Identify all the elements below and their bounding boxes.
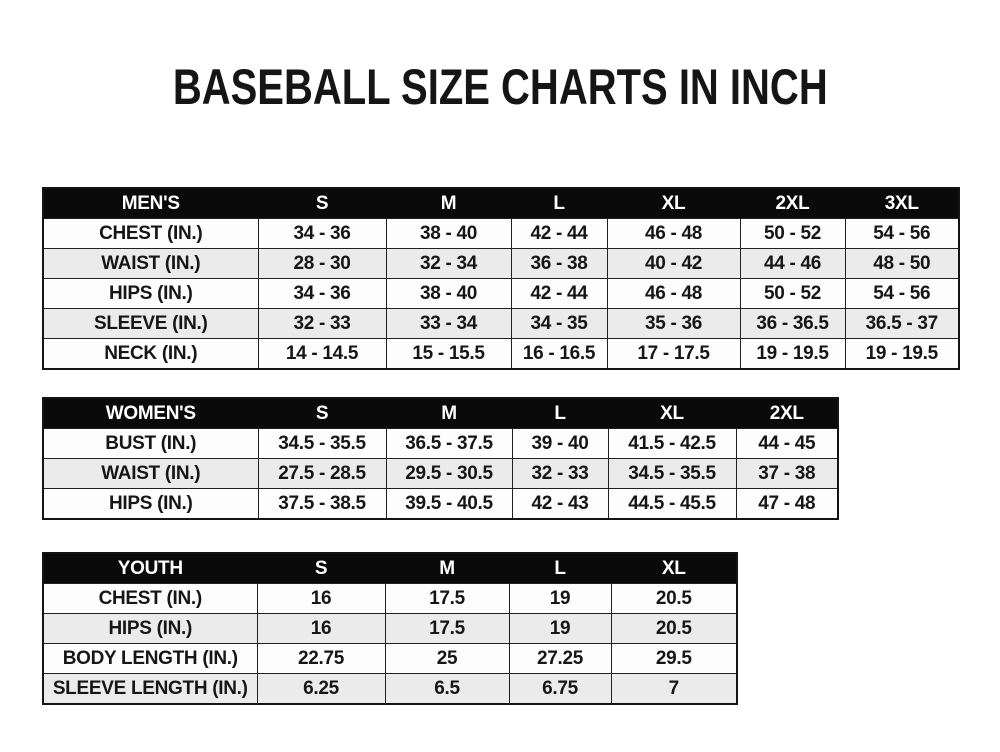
size-cell: 41.5 - 42.5 <box>608 429 736 459</box>
size-cell: 19 - 19.5 <box>740 339 845 370</box>
row-label: CHEST (IN.) <box>43 584 257 614</box>
row-label: HIPS (IN.) <box>43 279 258 309</box>
size-cell: 34.5 - 35.5 <box>608 459 736 489</box>
table-row <box>43 674 737 705</box>
size-cell: 50 - 52 <box>740 279 845 309</box>
table-row <box>43 614 737 644</box>
column-header: M <box>385 553 509 584</box>
size-cell: 48 - 50 <box>845 249 959 279</box>
size-cell: 16 <box>257 584 385 614</box>
table-row <box>43 309 959 339</box>
row-label: BODY LENGTH (IN.) <box>43 644 257 674</box>
column-header: XL <box>608 398 736 429</box>
table-corner-label: MEN'S <box>43 188 258 219</box>
table-row <box>43 219 959 249</box>
size-cell: 40 - 42 <box>607 249 740 279</box>
column-header: S <box>258 398 386 429</box>
table-row <box>43 459 838 489</box>
table-header-row <box>43 188 959 219</box>
row-label: SLEEVE (IN.) <box>43 309 258 339</box>
table-corner-label: WOMEN'S <box>43 398 258 429</box>
size-cell: 36 - 38 <box>511 249 607 279</box>
column-header: L <box>512 398 608 429</box>
row-label: BUST (IN.) <box>43 429 258 459</box>
size-cell: 39 - 40 <box>512 429 608 459</box>
size-cell: 44 - 46 <box>740 249 845 279</box>
column-header: L <box>509 553 611 584</box>
size-cell: 17.5 <box>385 584 509 614</box>
size-cell: 6.5 <box>385 674 509 705</box>
size-cell: 32 - 33 <box>258 309 386 339</box>
size-cell: 38 - 40 <box>386 279 511 309</box>
size-cell: 36.5 - 37.5 <box>386 429 512 459</box>
size-cell: 17 - 17.5 <box>607 339 740 370</box>
size-cell: 54 - 56 <box>845 219 959 249</box>
row-label: SLEEVE LENGTH (IN.) <box>43 674 257 705</box>
size-table-womens-wrap <box>42 397 839 520</box>
size-cell: 39.5 - 40.5 <box>386 489 512 520</box>
size-table-womens <box>42 397 839 520</box>
size-cell: 28 - 30 <box>258 249 386 279</box>
column-header: M <box>386 398 512 429</box>
table-row <box>43 339 959 370</box>
size-cell: 20.5 <box>611 584 737 614</box>
row-label: HIPS (IN.) <box>43 489 258 520</box>
row-label: HIPS (IN.) <box>43 614 257 644</box>
table-corner-label: YOUTH <box>43 553 257 584</box>
size-table-youth <box>42 552 738 705</box>
size-cell: 34 - 35 <box>511 309 607 339</box>
size-cell: 36.5 - 37 <box>845 309 959 339</box>
size-cell: 29.5 - 30.5 <box>386 459 512 489</box>
size-cell: 19 <box>509 614 611 644</box>
size-cell: 25 <box>385 644 509 674</box>
size-cell: 16 <box>257 614 385 644</box>
table-row <box>43 429 838 459</box>
table-header-row <box>43 398 838 429</box>
size-table-mens <box>42 187 960 370</box>
size-cell: 7 <box>611 674 737 705</box>
size-cell: 19 - 19.5 <box>845 339 959 370</box>
column-header: 3XL <box>845 188 959 219</box>
size-cell: 14 - 14.5 <box>258 339 386 370</box>
size-cell: 19 <box>509 584 611 614</box>
column-header: XL <box>611 553 737 584</box>
size-cell: 34 - 36 <box>258 219 386 249</box>
column-header: S <box>258 188 386 219</box>
size-cell: 42 - 43 <box>512 489 608 520</box>
size-cell: 35 - 36 <box>607 309 740 339</box>
size-table-youth-wrap <box>42 552 738 705</box>
size-cell: 22.75 <box>257 644 385 674</box>
size-cell: 36 - 36.5 <box>740 309 845 339</box>
size-cell: 34.5 - 35.5 <box>258 429 386 459</box>
table-row <box>43 489 838 520</box>
size-cell: 33 - 34 <box>386 309 511 339</box>
page-title: BASEBALL SIZE CHARTS IN INCH <box>172 59 828 115</box>
size-cell: 34 - 36 <box>258 279 386 309</box>
size-cell: 27.5 - 28.5 <box>258 459 386 489</box>
size-cell: 29.5 <box>611 644 737 674</box>
size-cell: 46 - 48 <box>607 279 740 309</box>
size-cell: 44.5 - 45.5 <box>608 489 736 520</box>
column-header: S <box>257 553 385 584</box>
size-cell: 37 - 38 <box>736 459 838 489</box>
size-cell: 17.5 <box>385 614 509 644</box>
column-header: M <box>386 188 511 219</box>
size-table-mens-wrap <box>42 187 960 370</box>
size-cell: 50 - 52 <box>740 219 845 249</box>
size-cell: 42 - 44 <box>511 219 607 249</box>
row-label: CHEST (IN.) <box>43 219 258 249</box>
size-cell: 6.25 <box>257 674 385 705</box>
column-header: L <box>511 188 607 219</box>
size-cell: 44 - 45 <box>736 429 838 459</box>
size-cell: 27.25 <box>509 644 611 674</box>
row-label: WAIST (IN.) <box>43 249 258 279</box>
size-cell: 16 - 16.5 <box>511 339 607 370</box>
size-cell: 15 - 15.5 <box>386 339 511 370</box>
size-cell: 47 - 48 <box>736 489 838 520</box>
size-cell: 42 - 44 <box>511 279 607 309</box>
table-row <box>43 584 737 614</box>
size-cell: 32 - 34 <box>386 249 511 279</box>
size-cell: 32 - 33 <box>512 459 608 489</box>
size-cell: 46 - 48 <box>607 219 740 249</box>
size-cell: 54 - 56 <box>845 279 959 309</box>
size-cell: 6.75 <box>509 674 611 705</box>
table-header-row <box>43 553 737 584</box>
table-row <box>43 644 737 674</box>
page-title-wrap <box>0 58 1000 116</box>
row-label: WAIST (IN.) <box>43 459 258 489</box>
column-header: 2XL <box>736 398 838 429</box>
row-label: NECK (IN.) <box>43 339 258 370</box>
column-header: 2XL <box>740 188 845 219</box>
column-header: XL <box>607 188 740 219</box>
size-cell: 37.5 - 38.5 <box>258 489 386 520</box>
table-row <box>43 279 959 309</box>
size-cell: 20.5 <box>611 614 737 644</box>
size-cell: 38 - 40 <box>386 219 511 249</box>
table-row <box>43 249 959 279</box>
